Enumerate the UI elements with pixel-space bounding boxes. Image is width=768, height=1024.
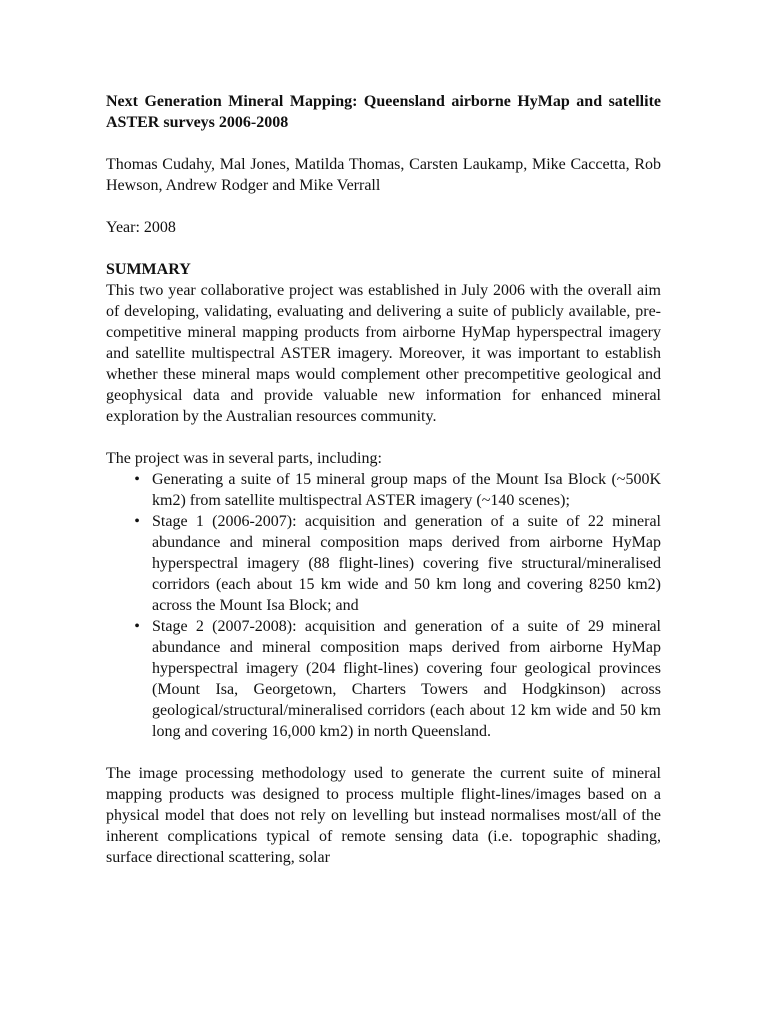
summary-heading: SUMMARY — [106, 261, 191, 278]
list-item — [106, 469, 661, 511]
list-item — [106, 616, 661, 742]
parts-intro: The project was in several parts, including: — [106, 450, 382, 467]
bullet-icon: • — [134, 471, 140, 488]
bullet-icon: • — [134, 513, 140, 530]
document-year: Year: 2008 — [106, 219, 176, 236]
document-page — [106, 91, 661, 868]
methodology-paragraph: The image processing methodology used to generate the current suite of mineral mapping products was designed to process multiple flight-lines/images based on a physical model that does not rely on levelling but instead normalises most/all of the inherent complications typical of remote sensing data (i.e. topographic shading, surface directional scattering, solar — [106, 765, 661, 866]
list-item-text: Stage 1 (2006-2007): acquisition and generation of a suite of 22 mineral abundance and mineral composition maps derived from airborne HyMap hyperspectral imagery (88 flight-lines) covering five structural/mineralised corridors (each about 15 km wide and 50 km long and covering 8250 km2) across the Mount Isa Block; and — [152, 513, 661, 614]
bullet-icon: • — [134, 618, 140, 635]
summary-paragraph: This two year collaborative project was established in July 2006 with the overall aim of developing, validating, evaluating and delivering a suite of publicly available, pre-competitive mineral mapping products from airborne HyMap hyperspectral imagery and satellite multispectral ASTER imagery. Moreover, it was important to establish whether these mineral maps would complement other precompetitive geological and geophysical data and provide valuable new information for enhanced mineral exploration by the Australian resources community. — [106, 282, 661, 425]
document-authors: Thomas Cudahy, Mal Jones, Matilda Thomas, Carsten Laukamp, Mike Caccetta, Rob Hewson, Andrew Rodger and Mike Verrall — [106, 156, 661, 194]
list-item-text: Stage 2 (2007-2008): acquisition and generation of a suite of 29 mineral abundance and mineral composition maps derived from airborne HyMap hyperspectral imagery (204 flight-lines) covering four geological provinces (Mount Isa, Georgetown, Charters Towers and Hodgkinson) across geological/structural/mineralised corridors (each about 12 km wide and 50 km long and covering 16,000 km2) in north Queensland. — [152, 618, 661, 740]
list-item — [106, 511, 661, 616]
list-item-text: Generating a suite of 15 mineral group maps of the Mount Isa Block (~500K km2) from satellite multispectral ASTER imagery (~140 scenes); — [152, 471, 661, 509]
parts-list — [106, 469, 661, 742]
document-title: Next Generation Mineral Mapping: Queensland airborne HyMap and satellite ASTER surveys 2006-2008 — [106, 93, 661, 131]
